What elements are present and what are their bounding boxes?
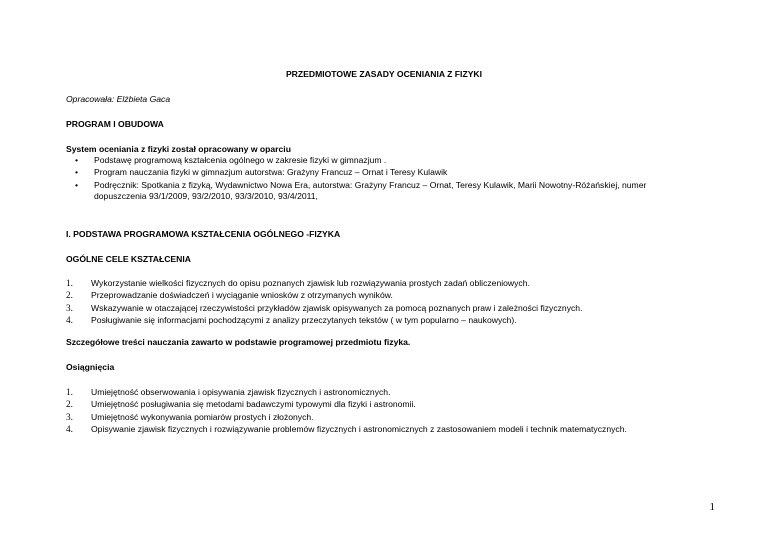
item-number: 4.: [66, 315, 73, 326]
item-text: Posługiwanie się informacjami pochodzącymi z analizy przeczytanych tekstów ( w tym popularno – naukowych).: [91, 315, 517, 326]
item-text: Przeprowadzanie doświadczeń i wyciąganie wniosków z otrzymanych wyników.: [91, 290, 393, 301]
list-item: • Podstawę programową kształcenia ogólnego w zakresie fizyki w gimnazjum .: [72, 154, 646, 166]
item-number: 3.: [66, 302, 73, 313]
achievements-list: [66, 386, 627, 436]
list-item: [66, 289, 582, 301]
goals-list: [66, 277, 582, 327]
section-program-heading: PROGRAM I OBUDOWA: [66, 119, 164, 129]
item-number: 1.: [66, 387, 73, 397]
list-item: [66, 411, 627, 423]
list-item: • Podręcznik: Spotkania z fizyką, Wydawnictwo Nowa Era, autorstwa: Grażyny Francuz – Ornat, Teresy Kulawik, Marii Nowotny-Różańskiej, numer: [72, 179, 646, 191]
item-number: 4.: [66, 424, 73, 435]
item-text: Umiejętność wykonywania pomiarów prostych i złożonych.: [91, 411, 314, 422]
goals-heading: OGÓLNE CELE KSZTAŁCENIA: [66, 254, 191, 264]
document-title: PRZEDMIOTOWE ZASADY OCENIANIA Z FIZYKI: [285, 69, 483, 79]
list-item: [66, 386, 627, 398]
list-item: [66, 302, 582, 314]
list-item: • Program nauczania fizyki w gimnazjum autorstwa: Grażyny Francuz – Ornat i Teresy Kulawik: [72, 166, 646, 178]
item-text: Wskazywanie w otaczającej rzeczywistości przykładów zjawisk opisywanych za pomocą poznanych praw i zależności fizycznych.: [91, 302, 583, 313]
section-one-heading: I. PODSTAWA PROGRAMOWA KSZTAŁCENIA OGÓLNEGO -FIZYKA: [66, 229, 341, 239]
system-list: [72, 154, 646, 191]
list-item: [66, 277, 582, 289]
achievements-heading: Osiągnięcia: [66, 362, 115, 372]
item-number: 3.: [66, 411, 73, 422]
item-text: Opisywanie zjawisk fizycznych i rozwiązywanie problemów fizycznych i astronomicznych z zastosowaniem modeli i technik matematycznych.: [91, 424, 627, 435]
list-item: [66, 423, 627, 435]
list-item: [66, 398, 627, 410]
page-number: 1: [709, 501, 715, 513]
item-text: Umiejętność posługiwania się metodami badawczymi typowymi dla fizyki i astronomii.: [91, 399, 416, 410]
details-heading: Szczegółowe treści nauczania zawarto w podstawie programowej przedmiotu fizyka.: [66, 337, 411, 347]
list-item-continuation: dopuszczenia 93/1/2009, 93/2/2010, 93/3/2010, 93/4/2011,: [94, 191, 318, 201]
author-line: Opracowała: Elżbieta Gaca: [66, 94, 171, 104]
system-heading: System oceniania z fizyki został opracowany w oparciu: [66, 144, 291, 154]
item-number: 2.: [66, 290, 73, 301]
item-text: Umiejętność obserwowania i opisywania zjawisk fizycznych i astronomicznych.: [91, 387, 391, 397]
item-text: Wykorzystanie wielkości fizycznych do opisu poznanych zjawisk lub rozwiązywania prostych zadań obliczeniowych.: [91, 278, 530, 288]
item-number: 1.: [66, 278, 73, 288]
item-number: 2.: [66, 399, 73, 410]
list-item: [66, 314, 582, 326]
